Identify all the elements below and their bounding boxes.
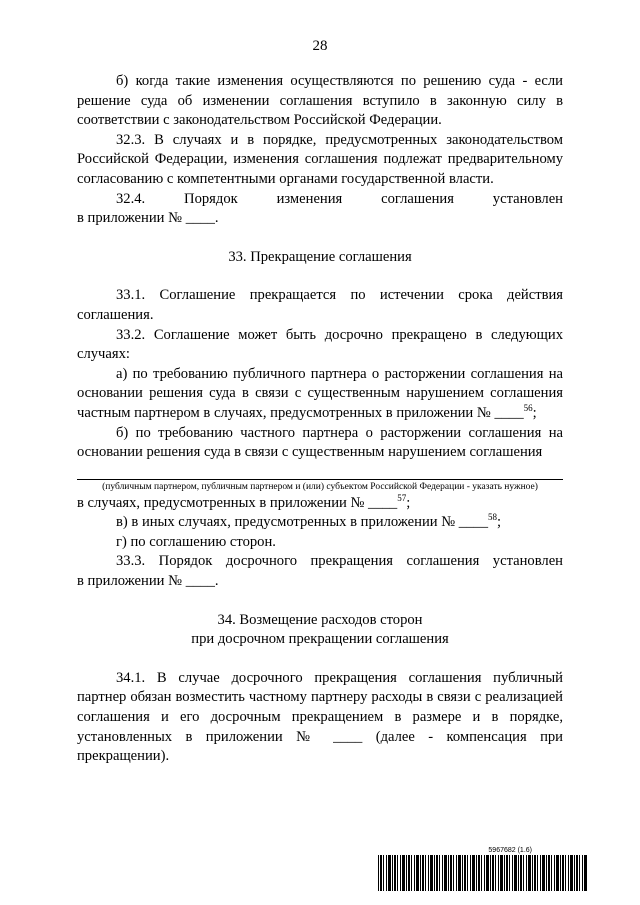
footnote-ref-56[interactable]: 56 — [523, 403, 533, 414]
paragraph-33-3-line2: в приложении № ____. — [77, 573, 219, 590]
paragraph-33-1: 33.1. Соглашение прекращается по истечении срока действия соглашения. — [77, 287, 563, 323]
punctuation: ; — [497, 514, 502, 531]
spacer — [77, 229, 563, 248]
section-heading-33: 33. Прекращение соглашения — [228, 248, 412, 265]
paragraph-33-2b: б) по требованию частного партнера о расторжении соглашения на основании решения суда в связи с существенным нарушением соглашения — [77, 424, 563, 461]
document-body — [77, 72, 563, 767]
paragraph-32-3: 32.3. В случаях и в порядке, предусмотренных законодательством Российской Федерации, изменения соглашения подлежат предварительному согласованию с компетентными органами государственной власти. — [77, 131, 563, 187]
paragraph-33-2g: г) по соглашению сторон. — [116, 533, 276, 550]
paragraph-32-2b: б) когда такие изменения осуществляются по решению суда - если решение суда об изменении соглашения вступило в законную силу в соответствии с законодательством Российской Федерации. — [77, 73, 563, 129]
spacer — [77, 592, 563, 611]
footnote-ref-57[interactable]: 57 — [397, 492, 407, 503]
paragraph-33-3-line1: 33.3. Порядок досрочного прекращения соглашения установлен — [116, 553, 563, 570]
paragraph-33-2a-text: а) по требованию публичного партнера о расторжении соглашения на основании решения суда в связи с существенным нарушением соглашения частным партнером в случаях, предусмотренных в приложении № ____ — [77, 365, 563, 421]
barcode-icon — [378, 855, 588, 891]
paragraph-32-4-line1: 32.4. Порядок изменения соглашения установлен — [116, 190, 563, 207]
section-heading-34-line2: при досрочном прекращении соглашения — [191, 631, 449, 648]
barcode-label: 5967682 (1.6) — [488, 847, 532, 854]
spacer — [77, 267, 563, 286]
document-barcode — [378, 847, 588, 891]
punctuation: ; — [532, 404, 537, 421]
paragraph-32-4-line2: в приложении № ____. — [77, 210, 219, 227]
punctuation: ; — [406, 494, 411, 511]
footnote-ref-58[interactable]: 58 — [488, 512, 497, 523]
section-heading-34-line1: 34. Возмещение расходов сторон — [217, 611, 423, 628]
paragraph-33-2b-continued — [77, 494, 563, 514]
paragraph-33-2a — [77, 365, 563, 424]
fill-in-blank — [77, 467, 563, 494]
paragraph-34-1: 34.1. В случае досрочного прекращения соглашения публичный партнер обязан возместить частному партнеру расходы в связи с реализацией соглашения и его досрочным прекращением в размере и в порядке, установленных в приложении № ____ (далее - компенсация при прекращении). — [77, 669, 563, 765]
fill-in-caption: (публичным партнером, публичным партнером и (или) субъектом Российской Федерации - указать нужное) — [102, 481, 538, 492]
spacer — [77, 650, 563, 669]
paragraph-33-2v-text: в) в иных случаях, предусмотренных в приложении № ____ — [116, 514, 488, 531]
page-number: 28 — [312, 38, 328, 54]
paragraph-33-2v — [77, 513, 563, 533]
paragraph-33-2: 33.2. Соглашение может быть досрочно прекращено в следующих случаях: — [77, 326, 563, 363]
paragraph-33-2b-continued-text: в случаях, предусмотренных в приложении № ____ — [77, 494, 398, 511]
